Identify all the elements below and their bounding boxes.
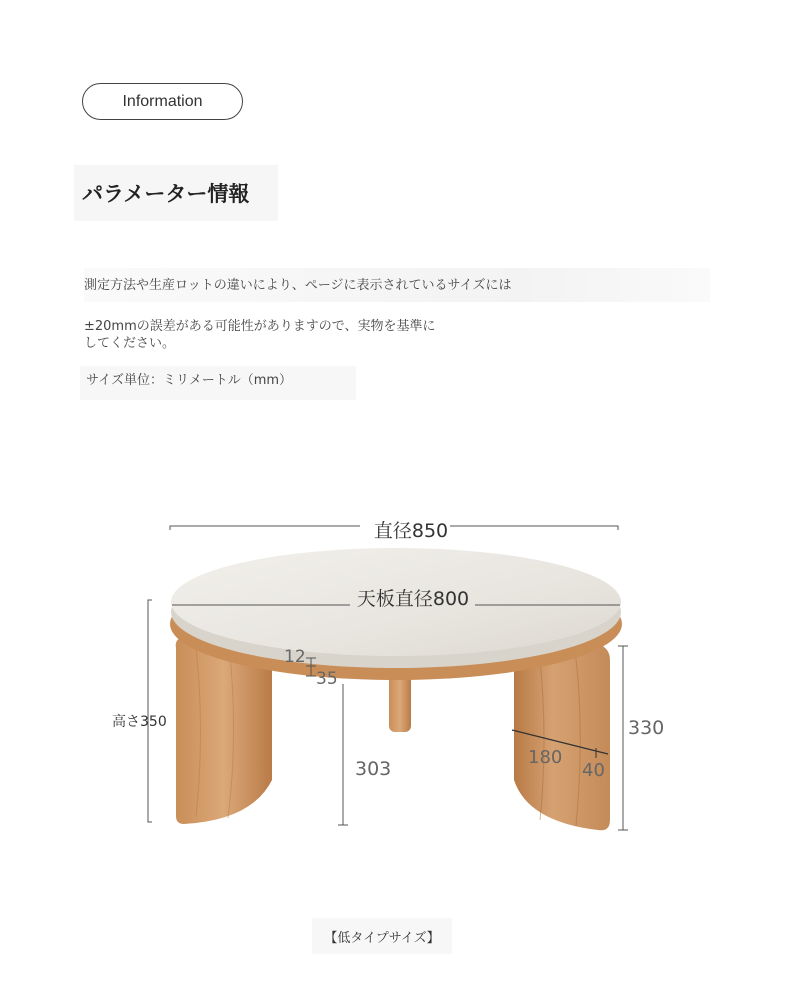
page-title: パラメーター情報 (74, 165, 278, 221)
leg-width-label: 180 (528, 747, 563, 768)
note-measurement: 測定方法や生産ロットの違いにより、ページに表示されているサイズには (84, 268, 710, 302)
leg-depth-label: 40 (582, 760, 605, 781)
side-height-dimension (618, 646, 628, 830)
top-diameter-label: 天板直径800 (356, 588, 470, 610)
table-dimension-diagram (0, 480, 790, 860)
leg-height-label: 303 (355, 758, 392, 780)
frame-thickness-label: 35 (316, 669, 338, 689)
diameter-label: 直径850 (373, 520, 449, 542)
note-tolerance-line2: してください。 (84, 336, 176, 351)
note-tolerance-line1: ±20mmの誤差がある可能性がありますので、実物を基準に (84, 319, 436, 334)
information-tag: Information (82, 83, 243, 120)
caption-low-type: 【低タイプサイズ】 (312, 918, 452, 954)
side-height-label: 330 (628, 717, 665, 739)
note-tolerance (84, 316, 504, 354)
right-leg (514, 644, 610, 830)
height-bracket (148, 600, 152, 822)
top-thickness-label: 12 (284, 647, 306, 667)
height-label: 高さ350 (112, 714, 167, 730)
note-unit: サイズ単位：ミリメートル（mm） (80, 366, 356, 400)
